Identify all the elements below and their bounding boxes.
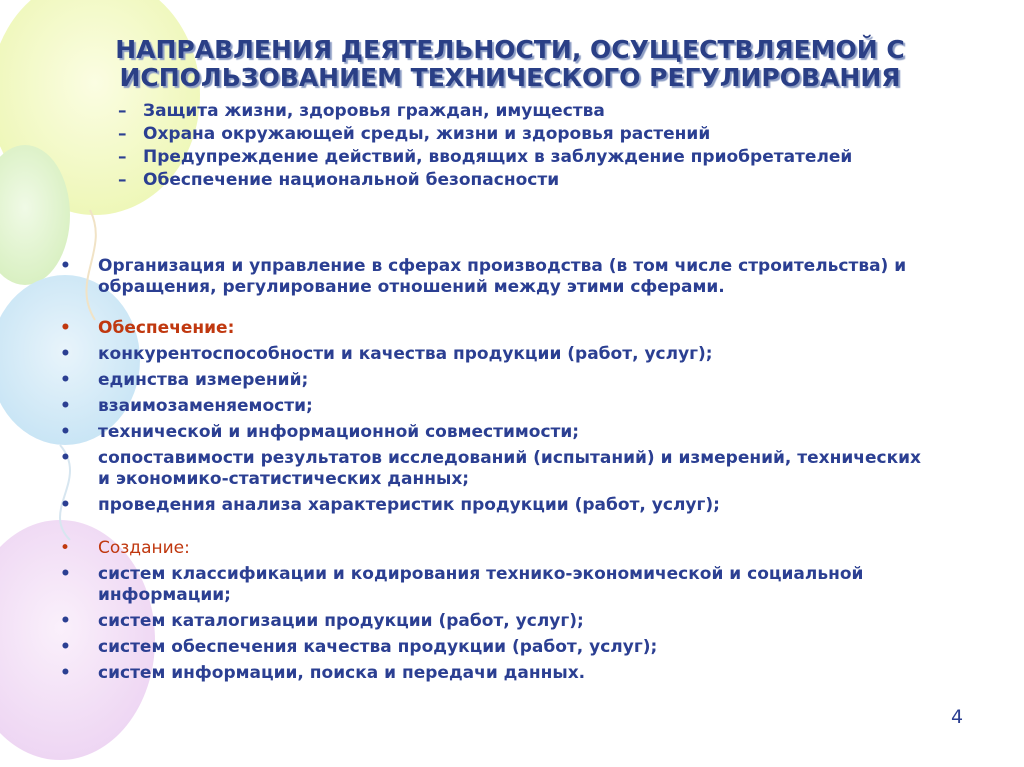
sub-list [118, 101, 858, 193]
dash-marker: – [118, 124, 127, 144]
list-item: • сопоставимости результатов исследований (испытаний) и измерений, технических и экономико-статистических данных; [60, 448, 921, 489]
bullet-marker: • [60, 663, 71, 683]
bullet-marker: • [60, 564, 71, 584]
list-item: • систем информации, поиска и передачи данных. [60, 663, 586, 683]
list-item: • систем обеспечения качества продукции (работ, услуг); [60, 637, 658, 657]
title-line-2: ИСПОЛЬЗОВАНИЕМ ТЕХНИЧЕСКОГО РЕГУЛИРОВАНИЯ [119, 63, 901, 92]
list-item: • технической и информационной совместимости; [60, 422, 580, 442]
list-item: • систем каталогизации продукции (работ, услуг); [60, 611, 584, 631]
list-item: • взаимозаменяемости; [60, 396, 313, 416]
sub-item: – Охрана окружающей среды, жизни и здоровья растений [118, 124, 711, 144]
sub-item: – Предупреждение действий, вводящих в заблуждение приобретателей [118, 147, 853, 167]
bullet-marker: • [60, 370, 71, 390]
sub-item: – Защита жизни, здоровья граждан, имущества [118, 101, 605, 121]
bullet-marker: • [60, 448, 71, 468]
bullet-marker: • [60, 396, 71, 416]
page-number: 4 [951, 706, 964, 728]
bullet-marker: • [60, 637, 71, 657]
dash-marker: – [118, 101, 127, 121]
bullet-marker: • [60, 256, 71, 276]
list-item: • проведения анализа характеристик продукции (работ, услуг); [60, 495, 720, 515]
section-heading-provision: • Обеспечение: [60, 318, 235, 338]
sub-item: – Обеспечение национальной безопасности [118, 170, 560, 190]
section-heading-creation: • Создание: [60, 538, 190, 558]
list-item: • конкурентоспособности и качества продукции (работ, услуг); [60, 344, 713, 364]
slide-title [60, 36, 960, 92]
list-item: • единства измерений; [60, 370, 309, 390]
bullet-marker: • [60, 611, 71, 631]
bullet-marker: • [60, 422, 71, 442]
bullet-marker: • [60, 495, 71, 515]
list-item: • Организация и управление в сферах производства (в том числе строительства) и обращения, регулирование отношений между этими сферами. [60, 256, 907, 297]
bullet-marker: • [60, 318, 71, 338]
list-item: • систем классификации и кодирования технико-экономической и социальной информации; [60, 564, 864, 605]
bullet-marker: • [60, 344, 71, 364]
main-list [58, 256, 938, 689]
dash-marker: – [118, 147, 127, 167]
bullet-marker: • [60, 538, 71, 558]
dash-marker: – [118, 170, 127, 190]
title-line-1: НАПРАВЛЕНИЯ ДЕЯТЕЛЬНОСТИ, ОСУЩЕСТВЛЯЕМОЙ С [115, 35, 905, 64]
